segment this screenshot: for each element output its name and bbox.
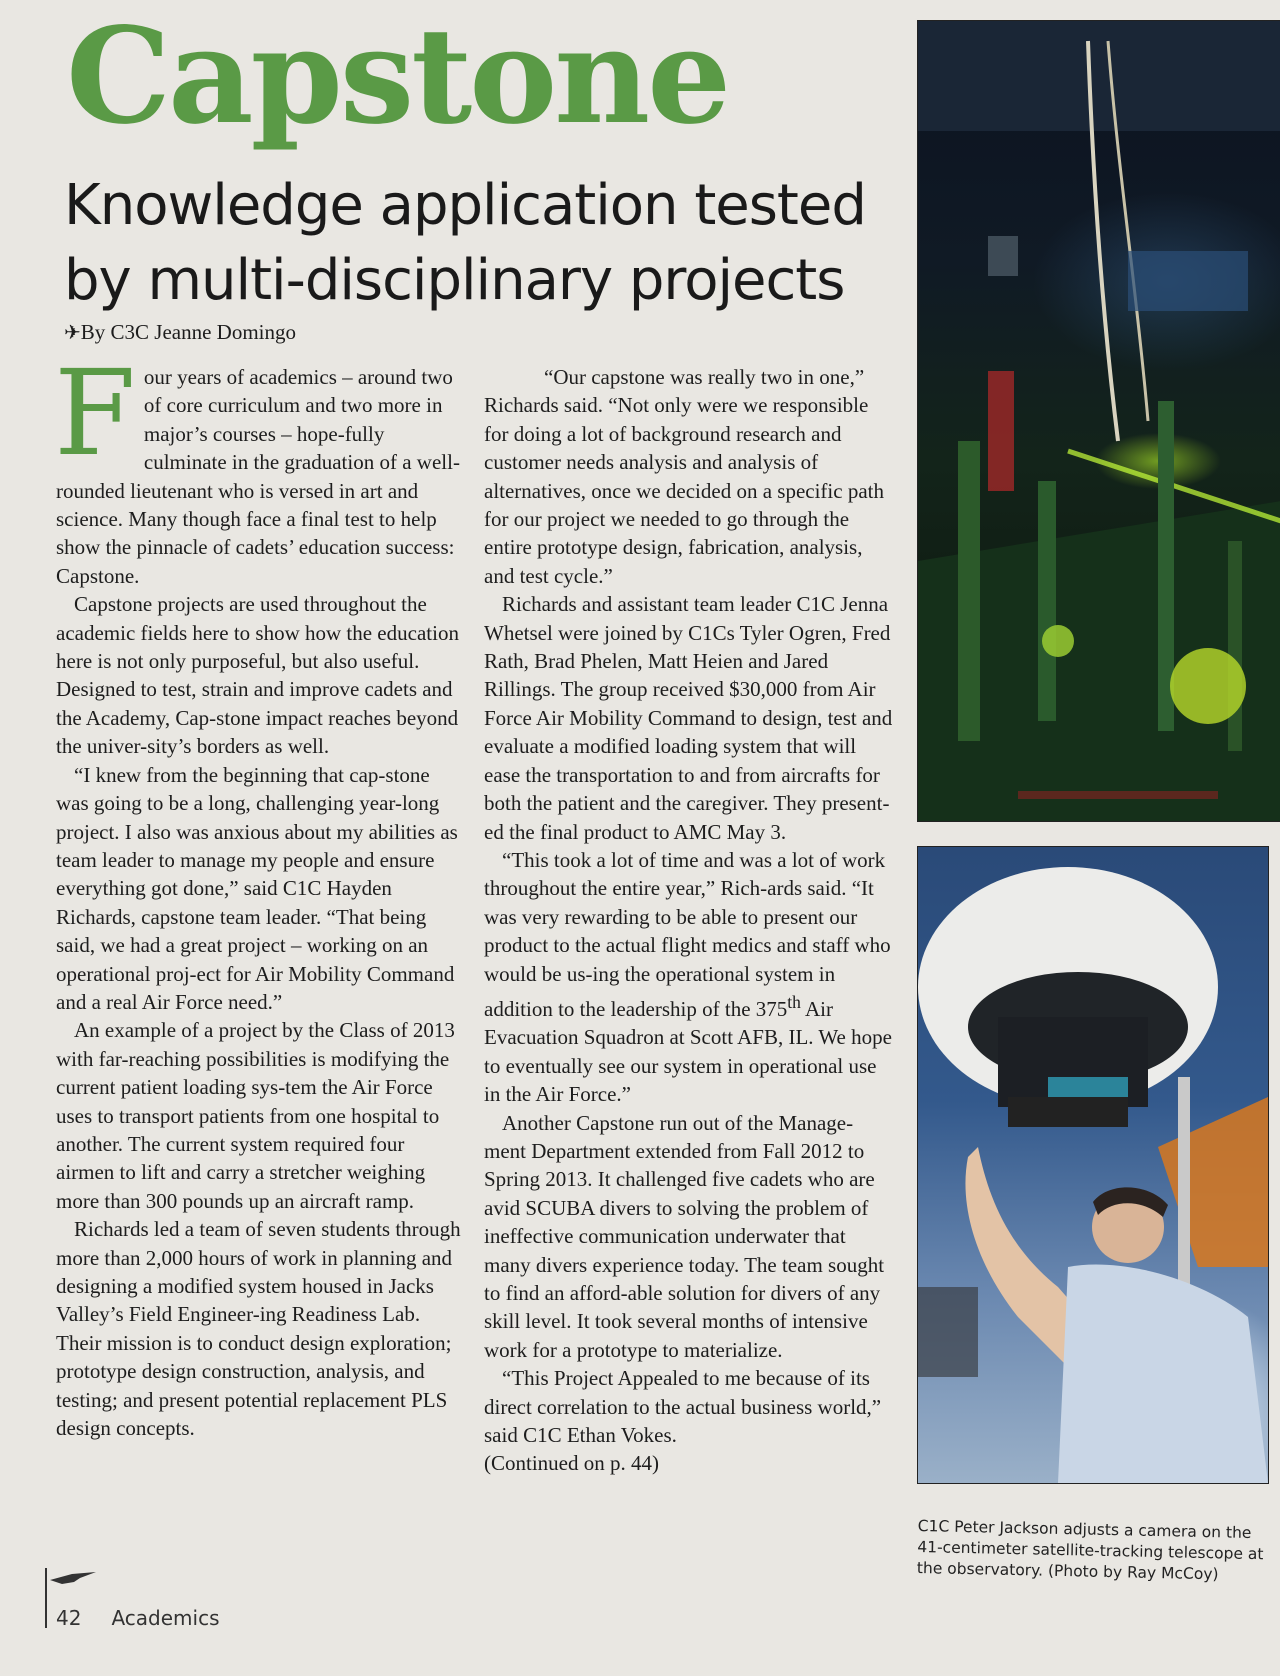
- paragraph-3: “I knew from the beginning that cap-stone was going to be a long, challenging year-long project. I also was anxious about my abilities as team leader to manage my people and ensure everything got done,” said C1C Hayden Richards, capstone team leader. “That being said, we had a great project – working on an operational proj-ect for Air Mobility Command and a real Air Force need.”: [56, 762, 458, 1014]
- byline-text: By C3C Jeanne Domingo: [80, 320, 297, 344]
- article-column-1: [54, 344, 466, 1442]
- headline: Capstone: [66, 0, 729, 154]
- section-name: Academics: [111, 1606, 220, 1630]
- laser-lab-photo: [917, 20, 1280, 822]
- laser-lab-illustration: [918, 21, 1280, 821]
- drop-cap: F: [54, 344, 136, 482]
- subheadline: Knowledge application tested by multi-disciplinary projects: [64, 173, 866, 313]
- telescope-illustration: [918, 847, 1268, 1483]
- photo-caption: C1C Peter Jackson adjusts a camera on the 41-centimeter satellite-tracking telescope at the observatory. (Photo by Ray McCoy): [916, 1516, 1264, 1583]
- telescope-photo: [917, 846, 1269, 1484]
- paragraph-6: “Our capstone was really two in one,” Richards said. “Not only were we responsible for doing a lot of background research and customer needs analysis and analysis of alternatives, once we decided on a specific path for our project we needed to go through the entire prototype design, fabrication, analysis, and test cycle.”: [484, 365, 884, 588]
- airplane-icon: ✈: [64, 322, 81, 344]
- paragraph-1: Four years of academics – around two of core curriculum and two more in major’s courses – hope-fully culminate in the graduation of a well-rounded lieutenant who is versed in art and science. Many though face a final test to help show the pinnacle of cadets’ education success: Capstone.: [54, 344, 460, 588]
- paragraph-8: “This took a lot of time and was a lot of work throughout the entire year,” Rich-ards said. “It was very rewarding to be able to present our product to the actual flight medics and staff who would be us-ing the operational system in addition to the leadership of the 375th Air Evacuation Squadron at Scott AFB, IL. We hope to eventually see our system in operational use in the Air Force.”: [484, 847, 892, 1107]
- continued-note: (Continued on p. 44): [484, 1451, 659, 1476]
- paragraph-4: An example of a project by the Class of 2013 with far-reaching possibilities is modifying the current patient loading sys-tem the Air Force uses to transport patients from one hospital to another. The current system required four airmen to lift and carry a stretcher weighing more than 300 pounds up an aircraft ramp.: [56, 1018, 455, 1213]
- page-footer: [56, 1606, 220, 1630]
- paragraph-2: Capstone projects are used throughout the academic fields here to show how the education here is not only purposeful, but also useful. Designed to test, strain and improve cadets and the Academy, Cap-stone impact reaches beyond the univer-sity’s borders as well.: [56, 592, 459, 759]
- byline: [64, 320, 296, 345]
- article-column-2: [484, 363, 894, 1478]
- paragraph-10: “This Project Appealed to me because of its direct correlation to the actual business world,” said C1C Ethan Vokes.: [484, 1366, 882, 1448]
- paragraph-7: Richards and assistant team leader C1C Jenna Whetsel were joined by C1Cs Tyler Ogren, Fred Rath, Brad Phelen, Matt Heien and Jared Rillings. The group received $30,000 from Air Force Air Mobility Command to design, test and evaluate a modified loading system that will ease the transportation to and from aircrafts for both the patient and the caregiver. They present-ed the final product to AMC May 3.: [484, 592, 893, 844]
- paragraph-5: Richards led a team of seven students through more than 2,000 hours of work in planning and designing a modified system housed in Jacks Valley’s Field Engineer-ing Readiness Lab. Their mission is to conduct design exploration; prototype design construction, analysis, and testing; and present potential replacement PLS design concepts.: [56, 1217, 461, 1441]
- paragraph-9: Another Capstone run out of the Manage-ment Department extended from Fall 2012 to Spring 2013. It challenged five cadets who are avid SCUBA divers to solving the problem of ineffective communication underwater that many divers experience today. The team sought to find an afford-able solution for divers of any skill level. It took several months of intensive work for a prototype to materialize.: [484, 1110, 885, 1362]
- page-number: 42: [56, 1606, 82, 1630]
